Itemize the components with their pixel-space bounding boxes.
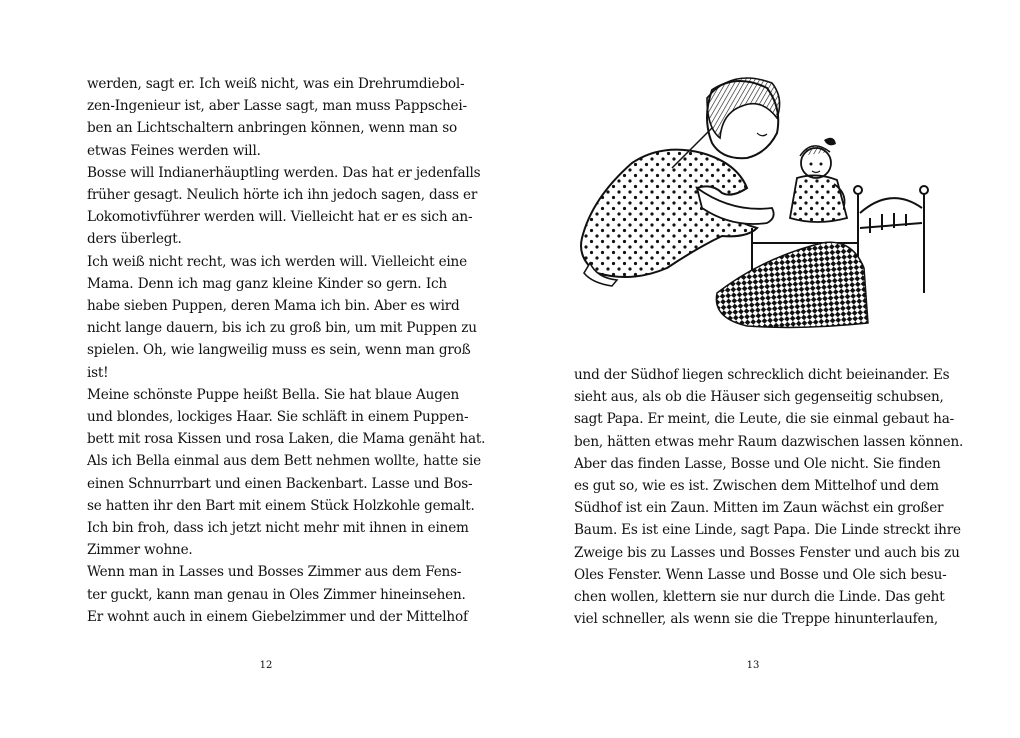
text-line: werden, sagt er. Ich weiß nicht, was ein Drehrumdiebol-: [87, 76, 465, 92]
text-line: Er wohnt auch in einem Giebelzimmer und der Mittelhof: [87, 608, 468, 625]
text-line: es gut so, wie es ist. Zwischen dem Mittelhof und dem: [574, 478, 939, 495]
text-line: se hatten ihr den Bart mit einem Stück Holzkohle gemalt.: [87, 497, 475, 514]
text-line: Mama. Denn ich mag ganz kleine Kinder so gern. Ich: [87, 275, 447, 292]
text-line: Aber das finden Lasse, Bosse und Ole nicht. Sie finden: [574, 455, 941, 472]
page-number-left: 12: [259, 660, 273, 671]
text-line: Oles Fenster. Wenn Lasse und Bosse und Ole sich besu-: [574, 566, 947, 583]
text-line: spielen. Oh, wie langweilig muss es sein, wenn man groß: [87, 342, 471, 359]
text-line: einen Schnurrbart und einen Backenbart. Lasse und Bos-: [87, 475, 473, 492]
text-line: bett mit rosa Kissen und rosa Laken, die Mama genäht hat.: [87, 431, 486, 448]
text-line: ben an Lichtschaltern anbringen können, wenn man so: [87, 120, 457, 137]
text-line: Zimmer wohne.: [87, 542, 193, 559]
text-line: nicht lange dauern, bis ich zu groß bin, um mit Puppen zu: [87, 320, 477, 337]
right-page-text: [574, 364, 964, 630]
text-line: Südhof ist ein Zaun. Mitten im Zaun wächst ein großer: [574, 500, 944, 517]
page-number-right: 13: [746, 660, 760, 671]
left-page-text: [87, 73, 486, 628]
text-line: Als ich Bella einmal aus dem Bett nehmen wollte, hatte sie: [87, 453, 482, 470]
text-line: und der Südhof liegen schrecklich dicht beieinander. Es: [574, 367, 950, 383]
text-line: ist!: [87, 364, 109, 381]
text-line: etwas Feines werden will.: [87, 142, 261, 159]
text-line: sagt Papa. Er meint, die Leute, die sie einmal gebaut ha-: [574, 411, 954, 428]
text-line: Ich weiß nicht recht, was ich werden will. Vielleicht eine: [87, 253, 467, 270]
text-line: Bosse will Indianerhäuptling werden. Das hat er jedenfalls: [87, 164, 481, 181]
text-line: Ich bin froh, dass ich jetzt nicht mehr mit ihnen in einem: [87, 520, 469, 537]
text-line: zen-Ingenieur ist, aber Lasse sagt, man muss Pappschei-: [87, 98, 467, 115]
text-line: Lokomotivführer werden will. Vielleicht hat er es sich an-: [87, 209, 473, 226]
girl-with-doll-illustration-icon: [572, 68, 947, 340]
text-line: Meine schönste Puppe heißt Bella. Sie hat blaue Augen: [87, 386, 460, 403]
text-line: sieht aus, als ob die Häuser sich gegenseitig schubsen,: [574, 389, 944, 406]
text-line: Baum. Es ist eine Linde, sagt Papa. Die Linde streckt ihre: [574, 522, 961, 539]
text-line: Wenn man in Lasses und Bosses Zimmer aus dem Fens-: [87, 564, 462, 581]
right-page: [510, 0, 1020, 738]
text-line: ter guckt, kann man genau in Oles Zimmer hineinsehen.: [87, 586, 466, 603]
text-line: chen wollen, klettern sie nur durch die Linde. Das geht: [574, 589, 945, 606]
text-line: Zweige bis zu Lasses und Bosses Fenster und auch bis zu: [574, 544, 960, 561]
text-line: früher gesagt. Neulich hörte ich ihn jedoch sagen, dass er: [87, 187, 478, 204]
text-line: ders überlegt.: [87, 231, 182, 248]
text-line: und blondes, lockiges Haar. Sie schläft in einem Puppen-: [87, 409, 469, 426]
text-line: habe sieben Puppen, deren Mama ich bin. Aber es wird: [87, 298, 460, 315]
text-line: viel schneller, als wenn sie die Treppe hinunterlaufen,: [574, 611, 938, 628]
text-line: ben, hätten etwas mehr Raum dazwischen lassen können.: [574, 433, 964, 450]
